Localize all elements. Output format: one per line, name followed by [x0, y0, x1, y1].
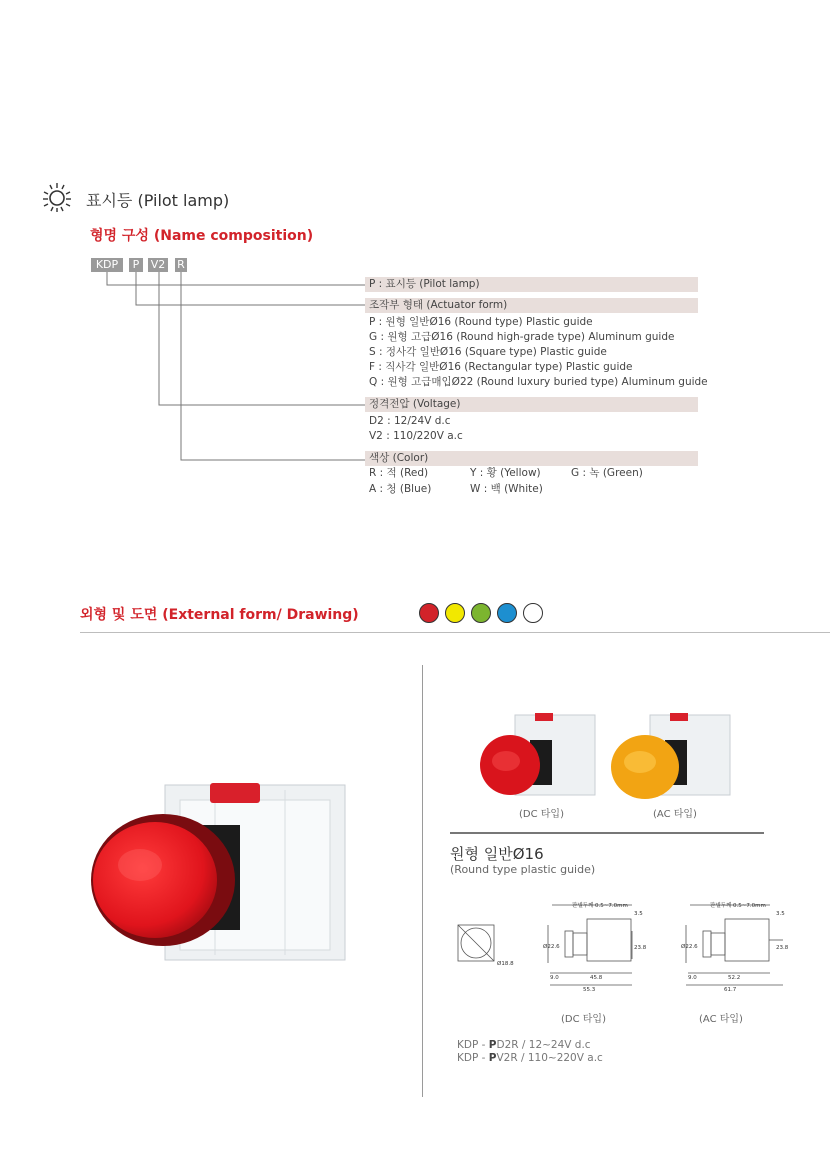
color-bar: 색상 (Color) [365, 451, 698, 466]
order-code-ac: KDP - PV2R / 110~220V a.c [457, 1052, 603, 1064]
actuator-item: Q : 원형 고급매입Ø22 (Round luxury buried type) Aluminum guide [369, 376, 708, 388]
actuator-item: F : 직사각 일반Ø16 (Rectangular type) Plastic guide [369, 361, 633, 373]
lamp-bar: P : 표시등 (Pilot lamp) [365, 277, 698, 292]
drawing-caption-dc: (DC 타입) [561, 1014, 606, 1025]
voltage-item: V2 : 110/220V a.c [369, 430, 463, 442]
actuator-bar: 조작부 형태 (Actuator form) [365, 298, 698, 313]
color-white: W : 백 (White) [470, 483, 543, 495]
color-green: G : 녹 (Green) [571, 467, 643, 479]
color-yellow: Y : 황 (Yellow) [470, 467, 541, 479]
caption-dc: (DC 타입) [519, 809, 564, 820]
page-title: 표시등 (Pilot lamp) [86, 191, 230, 210]
voltage-bar: 정격전압 (Voltage) [365, 397, 698, 412]
dim-61-7-ac: 61.7 [724, 987, 737, 993]
model-subtitle: (Round type plastic guide) [450, 863, 596, 876]
dim-9-ac: 9.0 [688, 975, 697, 981]
code-box-actuator: P [129, 258, 143, 272]
column-divider [422, 665, 423, 1097]
model-divider [450, 832, 764, 834]
dim-55-3-dc: 55.3 [583, 987, 596, 993]
code-box-kdp: KDP [91, 258, 123, 272]
dim-3-5-dc: 3.5 [634, 911, 643, 917]
swatch-blue [497, 603, 517, 623]
technical-drawing [450, 895, 790, 995]
name-composition-heading: 형명 구성 (Name composition) [90, 228, 314, 244]
dim-45-8-dc: 45.8 [590, 975, 603, 981]
dim-52-2-ac: 52.2 [728, 975, 741, 981]
dc-ac-lamp-photos [470, 705, 760, 805]
dim-23-8-ac: 23.8 [776, 945, 789, 951]
actuator-item: G : 원형 고급Ø16 (Round high-grade type) Aluminum guide [369, 331, 675, 343]
voltage-item: D2 : 12/24V d.c [369, 415, 451, 427]
drawing-caption-ac: (AC 타입) [699, 1014, 743, 1025]
dim-phi-22-6-ac: Ø22.6 [681, 944, 698, 950]
sun-bulb-icon [40, 180, 74, 214]
swatch-green [471, 603, 491, 623]
dim-3-5-ac: 3.5 [776, 911, 785, 917]
dim-23-8-dc: 23.8 [634, 945, 647, 951]
external-form-heading: 외형 및 도면 (External form/ Drawing) [80, 607, 359, 623]
pilot-lamp-photo [85, 755, 375, 995]
actuator-item: S : 정사각 일반Ø16 (Square type) Plastic guide [369, 346, 607, 358]
code-box-voltage: V2 [148, 258, 168, 272]
dim-panel-dc: 판넬두께 0.5~7.0mm [572, 903, 628, 909]
dim-panel-ac: 판넬두께 0.5~7.0mm [710, 903, 766, 909]
model-title: 원형 일반Ø16 [450, 845, 544, 863]
code-box-color: R [175, 258, 187, 272]
actuator-item: P : 원형 일반Ø16 (Round type) Plastic guide [369, 316, 593, 328]
dim-phi-22-6-dc: Ø22.6 [543, 944, 560, 950]
connector-lines [90, 255, 380, 465]
dim-phi-18-8: Ø18.8 [497, 961, 514, 967]
order-code-dc: KDP - PD2R / 12~24V d.c [457, 1039, 591, 1051]
color-red: R : 적 (Red) [369, 467, 429, 479]
dim-9-dc: 9.0 [550, 975, 559, 981]
section-divider [80, 632, 830, 633]
swatch-white [523, 603, 543, 623]
swatch-yellow [445, 603, 465, 623]
swatch-red [419, 603, 439, 623]
color-blue: A : 청 (Blue) [369, 483, 432, 495]
caption-ac: (AC 타입) [653, 809, 697, 820]
